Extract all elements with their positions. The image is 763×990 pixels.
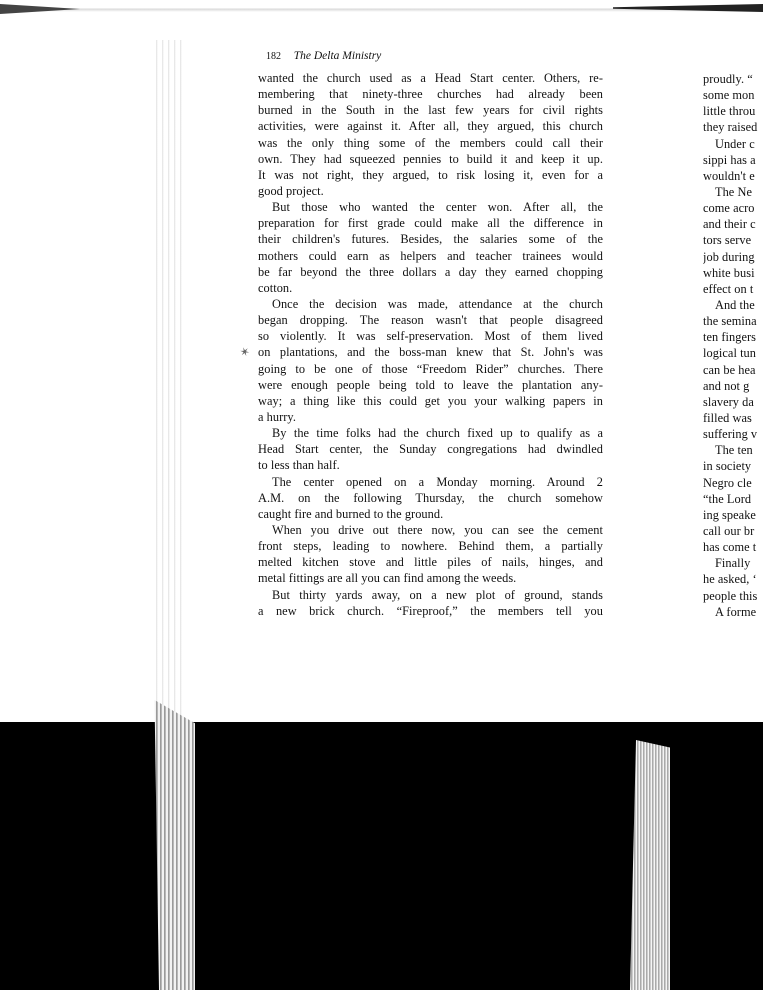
text-line: their children's futures. Besides, the salaries some of the — [258, 232, 603, 247]
text-line: filled was — [703, 410, 752, 425]
text-line: was the only thing some of the members could call their — [258, 135, 603, 150]
text-line: and not g — [703, 378, 750, 393]
text-line: call our br — [703, 523, 755, 538]
text-line: slavery da — [703, 394, 754, 409]
text-line: But those who wanted the center won. After all, the — [272, 200, 603, 215]
text-line: some mon — [703, 88, 755, 103]
margin-pencil-mark: ✶ — [237, 343, 252, 361]
text-line: The center opened on a Monday morning. Around 2 — [272, 474, 603, 489]
text-line: a new brick church. “Fireproof,” the members tell you — [258, 603, 603, 618]
text-line: sippi has a — [703, 152, 756, 167]
text-line: job during — [703, 249, 755, 264]
text-line: membering that ninety-three churches had already been — [258, 87, 603, 102]
text-line: front steps, leading to nowhere. Behind them, a partially — [258, 539, 603, 554]
text-line: suffering v — [703, 427, 758, 442]
page-number: 182 — [266, 51, 281, 62]
text-line: cotton. — [258, 280, 293, 295]
text-line: proudly. “ — [703, 72, 753, 86]
text-line: on plantations, and the boss-man knew that St. John's was — [258, 345, 603, 360]
text-line: wanted the church used as a Head Start center. Others, re- — [258, 71, 603, 85]
text-line: little throu — [703, 104, 756, 119]
text-line: metal fittings are all you can find among the weeds. — [258, 571, 517, 586]
text-line: preparation for first grade could make all the difference in — [258, 216, 603, 231]
text-line: Finally — [715, 556, 751, 571]
text-line: the semina — [703, 314, 757, 329]
right-page-cropped — [703, 71, 763, 620]
text-line: “the Lord — [703, 491, 752, 506]
text-line: wouldn't e — [703, 168, 755, 183]
binding-shadow — [152, 40, 182, 720]
text-line: The Ne — [715, 184, 752, 199]
text-line: And the — [715, 297, 755, 312]
text-line: Once the decision was made, attendance at the church — [272, 296, 603, 311]
text-line: A forme — [715, 604, 757, 619]
text-line: going to be one of those “Freedom Rider” churches. There — [258, 361, 603, 376]
text-line: began dropping. The reason wasn't that people disagreed — [258, 313, 603, 328]
running-head-title: The Delta Ministry — [293, 50, 382, 62]
text-line: come acro — [703, 201, 755, 216]
text-line: he asked, ‘ — [703, 572, 757, 587]
text-line: Under c — [715, 136, 755, 151]
text-line: Head Start center, the Sunday congregations had dwindled — [258, 442, 603, 457]
text-line: logical tun — [703, 346, 756, 361]
text-line: caught fire and burned to the ground. — [258, 506, 444, 521]
text-line: melted kitchen stove and little piles of nails, hinges, and — [258, 555, 603, 570]
body-text — [258, 70, 603, 619]
text-line: people this — [703, 588, 758, 603]
text-line: white busi — [703, 265, 755, 280]
text-line: By the time folks had the church fixed up to qualify as a — [272, 426, 603, 441]
text-line: they raised — [703, 120, 758, 135]
text-line: and their c — [703, 217, 756, 232]
text-line: activities, were against it. After all, they argued, this church — [258, 119, 603, 134]
text-line: It was not right, they argued, to risk losing it, even for a — [258, 167, 603, 182]
text-line: a hurry. — [258, 409, 296, 424]
text-line: ten fingers — [703, 330, 756, 345]
right-page-edge — [630, 740, 670, 990]
text-line: own. They had squeezed pennies to build it and keep it up. — [258, 151, 603, 166]
text-line: to less than half. — [258, 458, 340, 473]
text-line: A.M. on the following Thursday, the church somehow — [258, 490, 603, 505]
text-line: The ten — [715, 443, 753, 458]
left-page — [258, 50, 603, 619]
text-line: When you drive out there now, you can see the cement — [272, 522, 603, 537]
text-line: mothers could earn as helpers and teacher trainees would — [258, 248, 603, 263]
text-line: good project. — [258, 183, 324, 198]
text-line: in society — [703, 459, 752, 474]
text-line: were enough people being told to leave the plantation any- — [258, 377, 603, 392]
text-line: Negro cle — [703, 475, 752, 490]
text-line: can be hea — [703, 362, 756, 377]
text-line: But thirty yards away, on a new plot of ground, stands — [272, 587, 603, 602]
running-head — [266, 50, 603, 64]
text-line: be far beyond the three dollars a day they earned chopping — [258, 264, 603, 279]
text-line: tors serve — [703, 233, 752, 248]
text-line: ing speake — [703, 507, 756, 522]
text-line: way; a thing like this could get you your walking papers in — [258, 393, 603, 408]
text-line: effect on t — [703, 281, 754, 296]
text-line: has come t — [703, 540, 757, 555]
text-line: burned in the South in the last few years for civil rights — [258, 103, 603, 118]
text-line: so violently. It was self-preservation. Most of them lived — [258, 329, 603, 344]
right-body-text — [703, 71, 763, 620]
